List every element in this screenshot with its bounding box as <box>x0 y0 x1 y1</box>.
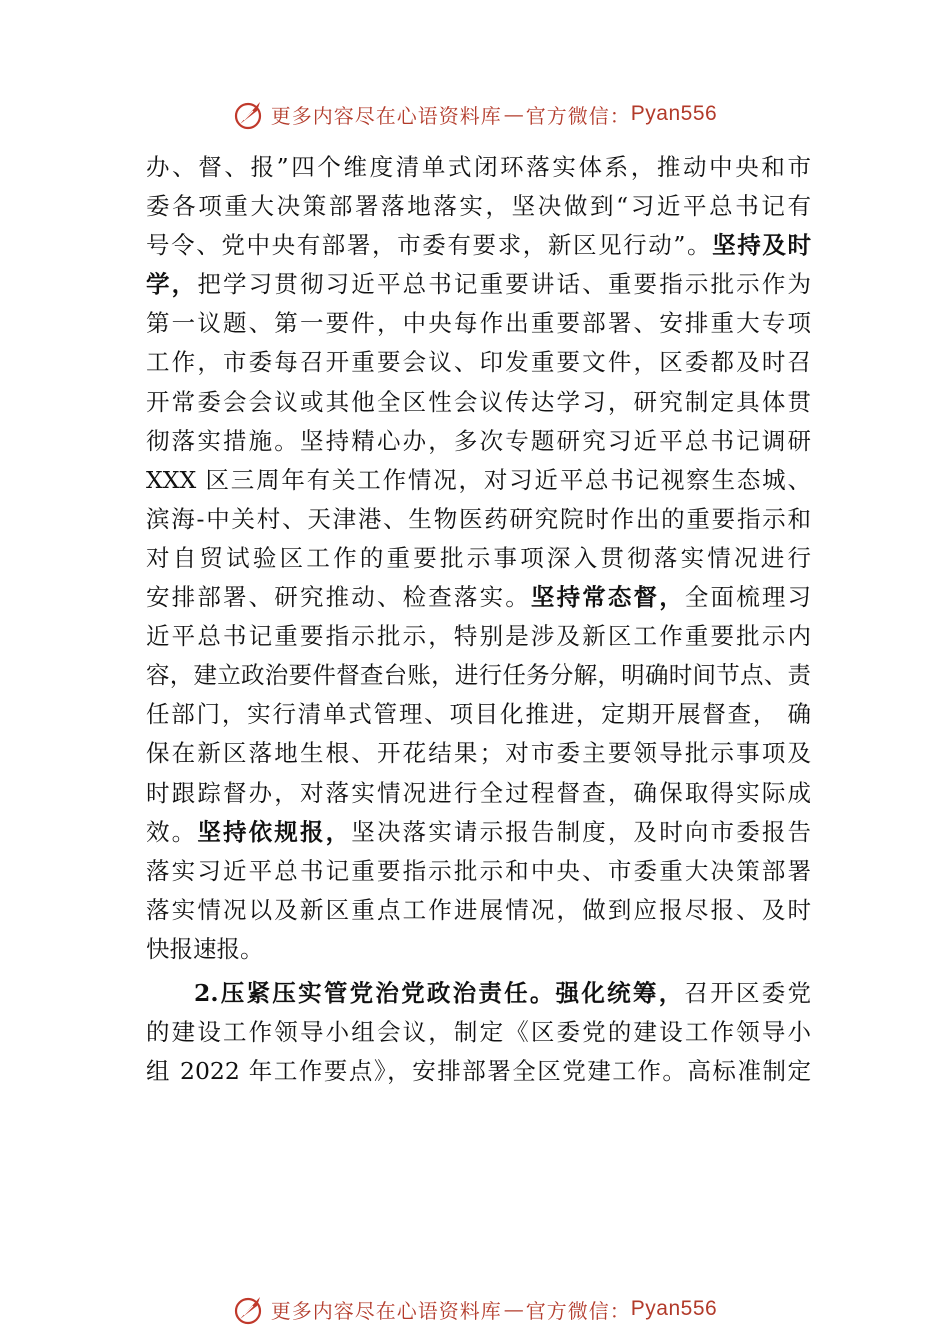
text-line <box>146 226 811 265</box>
watermark-main: 更多内容尽在心语资料库 <box>270 103 502 128</box>
watermark-id: Pyan556 <box>630 102 718 125</box>
text-line: 快报速报。 <box>146 934 264 963</box>
footer-watermark <box>0 1289 950 1329</box>
watermark-main: 更多内容尽在心语资料库 <box>270 1298 502 1323</box>
text-run: 坚决落实请示报告制度，及时向市委报告 <box>351 817 812 846</box>
text-line: 彻落实措施。坚持精心办，多次专题研究习近平总书记调研 <box>146 426 811 455</box>
bold-heading: 坚持依规报， <box>197 817 352 846</box>
quill-logo-icon <box>233 1292 267 1326</box>
watermark-id: Pyan556 <box>630 1297 718 1320</box>
text-line: 滨海-中关村、天津港、生物医药研究院时作出的重要指示和 <box>146 504 811 533</box>
text-line: 的建设工作领导小组会议，制定《区委党的建设工作领导小 <box>146 1018 811 1047</box>
watermark-sep: — <box>503 102 524 126</box>
text-run: 把学习贯彻习近平总书记重要讲话、重要指示批示作为 <box>197 270 812 299</box>
text-line: 第一议题、第一要件，中央每作出重要部署、安排重大专项 <box>146 309 811 338</box>
watermark-label: 官方微信： <box>525 1298 631 1323</box>
text-line: 委各项重大决策部署落地落实，坚决做到“习近平总书记有 <box>146 192 811 221</box>
header-watermark <box>0 94 950 134</box>
text-run: 号令、党中央有部署，市委有要求，新区见行动”。 <box>146 231 713 260</box>
text-run: 全面梳理习 <box>684 583 812 612</box>
section-heading: 2.压紧压实管党治党政治责任。强化统筹， <box>194 978 685 1007</box>
text-run: 效。 <box>146 817 198 846</box>
text-line: 容，建立政治要件督查台账，进行任务分解，明确时间节点、责 <box>146 661 811 690</box>
text-line: 落实情况以及新区重点工作进展情况，做到应报尽报、及时 <box>146 895 811 924</box>
text-run: 安排部署、研究推动、检查落实。 <box>146 583 531 612</box>
text-line: 开常委会会议或其他全区性会议传达学习，研究制定具体贯 <box>146 387 811 416</box>
text-line: 近平总书记重要指示批示，特别是涉及新区工作重要批示内 <box>146 622 811 651</box>
section-heading-line <box>146 974 811 1013</box>
document-body <box>146 148 811 1091</box>
text-line: 时跟踪督办，对落实情况进行全过程督查，确保取得实际成 <box>146 778 811 807</box>
bold-heading: 坚持常态督， <box>530 583 685 612</box>
text-line <box>146 265 811 304</box>
watermark-label: 官方微信： <box>525 103 631 128</box>
text-line: 保在新区落地生根、开花结果；对市委主要领导批示事项及 <box>146 739 811 768</box>
quill-logo-icon <box>233 97 267 131</box>
text-line <box>146 578 811 617</box>
text-run: 召开区委党 <box>684 978 811 1007</box>
text-line: 对自贸试验区工作的重要批示事项深入贯彻落实情况进行 <box>146 543 811 572</box>
text-line: 办、督、报”四个维度清单式闭环落实体系，推动中央和市 <box>146 153 811 181</box>
text-line: 落实习近平总书记重要指示批示和中央、市委重大决策部署 <box>146 856 811 885</box>
text-line: 组 2022 年工作要点》，安排部署全区党建工作。高标准制定 <box>146 1057 811 1086</box>
text-line: 工作，市委每召开重要会议、印发重要文件，区委都及时召 <box>146 348 811 377</box>
text-line <box>146 813 811 852</box>
bold-heading: 学， <box>146 270 198 299</box>
text-line: 任部门，实行清单式管理、项目化推进，定期开展督查， 确 <box>146 700 811 729</box>
watermark-sep: — <box>503 1297 524 1321</box>
bold-heading: 坚持及时 <box>712 231 812 260</box>
text-line: XXX 区三周年有关工作情况，对习近平总书记视察生态城、 <box>146 465 811 494</box>
